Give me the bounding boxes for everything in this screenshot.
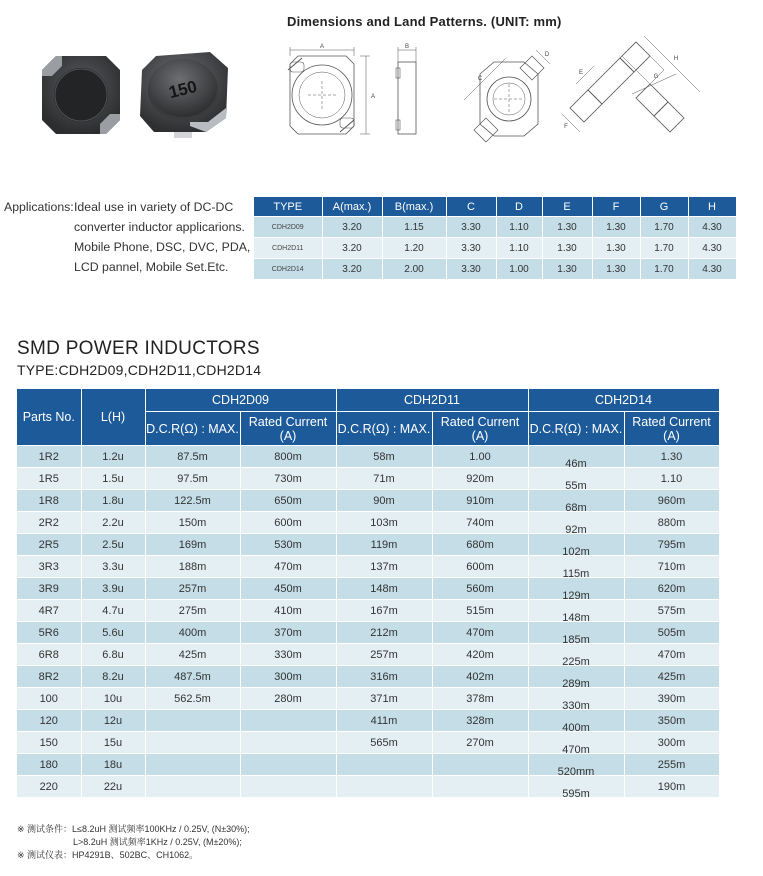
cell-rated-cdh2d11: [432, 754, 528, 776]
cell-rated-cdh2d09: 650m: [240, 490, 336, 512]
applications-line-2: converter inductor applicarions.: [74, 220, 245, 234]
dim-header-c: C: [446, 197, 496, 217]
cell-dcr-cdh2d14: [528, 666, 624, 688]
dimensions-table: [254, 197, 737, 279]
inductor-marking: 150: [166, 76, 199, 103]
cell-dcr-cdh2d14-text: 470m: [562, 744, 590, 756]
table-row: [17, 776, 719, 798]
cell-inductance: 6.8u: [81, 644, 145, 666]
applications-label: Applications:: [4, 200, 74, 214]
cell-rated-cdh2d14: 960m: [624, 490, 719, 512]
cell-dcr-cdh2d09: [145, 710, 240, 732]
cell-dcr-cdh2d09: 150m: [145, 512, 240, 534]
cell-dcr-cdh2d09: 562.5m: [145, 688, 240, 710]
cell-dcr-cdh2d14: [528, 446, 624, 468]
dim-letter-d: D: [544, 52, 550, 58]
dim-cell-value: 1.30: [592, 238, 640, 259]
dim-cell-value: 1.10: [496, 217, 542, 238]
dim-cell-value: 3.30: [446, 217, 496, 238]
cell-dcr-cdh2d09: 188m: [145, 556, 240, 578]
dim-cell-value: 1.70: [640, 259, 688, 280]
cell-dcr-cdh2d14: [528, 578, 624, 600]
dim-cell-value: 1.30: [542, 238, 592, 259]
cell-part-no: 2R2: [17, 512, 81, 534]
cell-dcr-cdh2d09: 87.5m: [145, 446, 240, 468]
cell-dcr-cdh2d14-text: 68m: [565, 502, 587, 514]
cell-dcr-cdh2d11: 137m: [336, 556, 432, 578]
cell-part-no: 5R6: [17, 622, 81, 644]
cell-dcr-cdh2d09: 400m: [145, 622, 240, 644]
inductor-photo-angled-view: [134, 46, 234, 138]
cell-inductance: 1.2u: [81, 446, 145, 468]
cell-part-no: 100: [17, 688, 81, 710]
table-row: [17, 490, 719, 512]
dim-cell-value: 1.30: [542, 217, 592, 238]
table-row: [17, 468, 719, 490]
cell-dcr-cdh2d14: [528, 754, 624, 776]
cell-rated-cdh2d14: 255m: [624, 754, 719, 776]
cell-dcr-cdh2d11: 257m: [336, 644, 432, 666]
cell-rated-cdh2d09: 280m: [240, 688, 336, 710]
cell-dcr-cdh2d11: 212m: [336, 622, 432, 644]
inductors-table: [17, 389, 720, 800]
dim-letter-a-side: A: [370, 94, 376, 100]
cell-dcr-cdh2d14-text: 400m: [562, 722, 590, 734]
cell-rated-cdh2d09: 300m: [240, 666, 336, 688]
cell-dcr-cdh2d11: [336, 776, 432, 798]
dim-letter-g: G: [653, 74, 659, 80]
header-group-cdh2d11: CDH2D11: [336, 389, 528, 412]
table-row: [17, 556, 719, 578]
cell-inductance: 4.7u: [81, 600, 145, 622]
applications-line-1: Ideal use in variety of DC-DC: [74, 200, 234, 214]
cell-inductance: 2.2u: [81, 512, 145, 534]
cell-dcr-cdh2d11: 167m: [336, 600, 432, 622]
cell-dcr-cdh2d14: [528, 688, 624, 710]
cell-rated-cdh2d09: 450m: [240, 578, 336, 600]
dimensions-table-header: [254, 197, 736, 217]
cell-rated-cdh2d14: 425m: [624, 666, 719, 688]
dim-cell-value: 3.30: [446, 259, 496, 280]
cell-part-no: 6R8: [17, 644, 81, 666]
cell-part-no: 150: [17, 732, 81, 754]
dim-cell-value: 3.20: [322, 259, 382, 280]
cell-dcr-cdh2d11: 58m: [336, 446, 432, 468]
dimensions-table-row: [254, 238, 736, 259]
cell-dcr-cdh2d14-text: 330m: [562, 700, 590, 712]
cell-part-no: 3R9: [17, 578, 81, 600]
cell-rated-cdh2d09: [240, 732, 336, 754]
cell-dcr-cdh2d11: 103m: [336, 512, 432, 534]
dim-cell-value: 3.20: [322, 217, 382, 238]
dim-cell-value: 3.30: [446, 238, 496, 259]
dim-cell-value: 1.15: [382, 217, 446, 238]
cell-part-no: 220: [17, 776, 81, 798]
header-rated-cdh2d09: Rated Current (A): [240, 412, 336, 446]
cell-rated-cdh2d11: 1.00: [432, 446, 528, 468]
dim-letter-f: F: [564, 124, 568, 130]
cell-rated-cdh2d14: 710m: [624, 556, 719, 578]
cell-dcr-cdh2d14: [528, 556, 624, 578]
dim-cell-value: 1.30: [592, 217, 640, 238]
cell-dcr-cdh2d14: [528, 644, 624, 666]
cell-dcr-cdh2d14-text: 185m: [562, 634, 590, 646]
cell-dcr-cdh2d14-text: 225m: [562, 656, 590, 668]
cell-dcr-cdh2d14-text: 92m: [565, 524, 587, 536]
cell-dcr-cdh2d14: [528, 468, 624, 490]
cell-inductance: 3.9u: [81, 578, 145, 600]
cell-dcr-cdh2d14-text: 520mm: [557, 766, 595, 778]
cell-dcr-cdh2d14: [528, 534, 624, 556]
header-rated-cdh2d11: Rated Current (A): [432, 412, 528, 446]
cell-rated-cdh2d14: 1.30: [624, 446, 719, 468]
cell-inductance: 22u: [81, 776, 145, 798]
table-row: [17, 446, 719, 468]
cell-dcr-cdh2d14-text: 148m: [562, 612, 590, 624]
dim-letter-a-top: A: [319, 44, 325, 50]
applications-line-3: Mobile Phone, DSC, DVC, PDA,: [74, 240, 251, 254]
cell-dcr-cdh2d14: [528, 622, 624, 644]
cell-dcr-cdh2d09: 257m: [145, 578, 240, 600]
dim-header-type: TYPE: [254, 197, 322, 217]
cell-rated-cdh2d14: 1.10: [624, 468, 719, 490]
dim-cell-value: 3.20: [322, 238, 382, 259]
cell-inductance: 1.5u: [81, 468, 145, 490]
cell-rated-cdh2d11: 328m: [432, 710, 528, 732]
dim-letter-b: B: [404, 44, 410, 50]
cell-dcr-cdh2d14: [528, 732, 624, 754]
cell-dcr-cdh2d14-text: 55m: [565, 480, 587, 492]
header-dcr-cdh2d14: D.C.R(Ω) : MAX.: [528, 412, 624, 446]
test-notes: [17, 823, 250, 862]
table-row: [17, 600, 719, 622]
cell-dcr-cdh2d11: 90m: [336, 490, 432, 512]
cell-inductance: 8.2u: [81, 666, 145, 688]
header-inductance: L(H): [81, 389, 145, 446]
cell-dcr-cdh2d14-text: 595m: [562, 788, 590, 800]
cell-rated-cdh2d09: [240, 754, 336, 776]
cell-dcr-cdh2d14-text: 115m: [562, 568, 590, 580]
cell-rated-cdh2d14: 300m: [624, 732, 719, 754]
cell-inductance: 1.8u: [81, 490, 145, 512]
header-rated-cdh2d14: Rated Current (A): [624, 412, 719, 446]
cell-rated-cdh2d14: 390m: [624, 688, 719, 710]
dim-cell-value: 1.00: [496, 259, 542, 280]
cell-rated-cdh2d14: 620m: [624, 578, 719, 600]
cell-rated-cdh2d14: 505m: [624, 622, 719, 644]
cell-dcr-cdh2d11: 565m: [336, 732, 432, 754]
table-row: [17, 622, 719, 644]
cell-inductance: 18u: [81, 754, 145, 776]
dim-letter-c: C: [477, 76, 483, 82]
inductor-photo-top-view: [38, 52, 124, 138]
cell-rated-cdh2d14: 795m: [624, 534, 719, 556]
cell-rated-cdh2d14: 350m: [624, 710, 719, 732]
dim-cell-value: 4.30: [688, 259, 736, 280]
cell-dcr-cdh2d14: [528, 710, 624, 732]
cell-rated-cdh2d11: 920m: [432, 468, 528, 490]
cell-dcr-cdh2d14: [528, 512, 624, 534]
header-dcr-cdh2d09: D.C.R(Ω) : MAX.: [145, 412, 240, 446]
cell-dcr-cdh2d09: 425m: [145, 644, 240, 666]
cell-dcr-cdh2d09: 169m: [145, 534, 240, 556]
table-row: [17, 512, 719, 534]
dimensions-title: Dimensions and Land Patterns. (UNIT: mm): [287, 14, 562, 29]
cell-part-no: 4R7: [17, 600, 81, 622]
dim-header-e: E: [542, 197, 592, 217]
table-row: [17, 578, 719, 600]
applications-line-4: LCD pannel, Mobile Set.Etc.: [74, 260, 229, 274]
table-row: [17, 754, 719, 776]
cell-rated-cdh2d09: 530m: [240, 534, 336, 556]
cell-dcr-cdh2d09: [145, 754, 240, 776]
table-row: [17, 666, 719, 688]
cell-dcr-cdh2d14-text: 289m: [562, 678, 590, 690]
cell-dcr-cdh2d11: [336, 754, 432, 776]
note-test-instruments: ※ 测试仪表：HP4291B、502BC、CH1062。: [17, 850, 199, 860]
cell-dcr-cdh2d14: [528, 600, 624, 622]
table-row: [17, 644, 719, 666]
cell-part-no: 120: [17, 710, 81, 732]
dim-header-b: B(max.): [382, 197, 446, 217]
cell-dcr-cdh2d14-text: 102m: [562, 546, 590, 558]
cell-rated-cdh2d14: 880m: [624, 512, 719, 534]
section-title: SMD POWER INDUCTORS: [17, 338, 260, 359]
dim-cell-type: CDH2D14: [254, 259, 322, 280]
dim-cell-value: 1.70: [640, 238, 688, 259]
cell-rated-cdh2d11: 402m: [432, 666, 528, 688]
dim-header-d: D: [496, 197, 542, 217]
cell-rated-cdh2d11: 420m: [432, 644, 528, 666]
cell-inductance: 2.5u: [81, 534, 145, 556]
inductors-header-row-1: [17, 389, 719, 412]
dim-cell-value: 1.70: [640, 217, 688, 238]
cell-dcr-cdh2d14-text: 129m: [562, 590, 590, 602]
cell-rated-cdh2d11: 560m: [432, 578, 528, 600]
dim-header-g: G: [640, 197, 688, 217]
dim-header-h: H: [688, 197, 736, 217]
cell-rated-cdh2d11: 740m: [432, 512, 528, 534]
cell-part-no: 1R8: [17, 490, 81, 512]
header-group-cdh2d14: CDH2D14: [528, 389, 719, 412]
cell-dcr-cdh2d09: 122.5m: [145, 490, 240, 512]
table-row: [17, 688, 719, 710]
cell-part-no: 1R2: [17, 446, 81, 468]
cell-rated-cdh2d09: 330m: [240, 644, 336, 666]
note-test-condition-2: L>8.2uH 测试频率1KHz / 0.25V, (M±20%);: [73, 837, 242, 847]
cell-dcr-cdh2d11: 71m: [336, 468, 432, 490]
cell-part-no: 1R5: [17, 468, 81, 490]
cell-inductance: 5.6u: [81, 622, 145, 644]
cell-rated-cdh2d11: 600m: [432, 556, 528, 578]
section-subtitle: TYPE:CDH2D09,CDH2D11,CDH2D14: [17, 362, 262, 378]
cell-rated-cdh2d11: 378m: [432, 688, 528, 710]
cell-rated-cdh2d11: 680m: [432, 534, 528, 556]
cell-rated-cdh2d11: 910m: [432, 490, 528, 512]
cell-rated-cdh2d14: 575m: [624, 600, 719, 622]
cell-dcr-cdh2d11: 411m: [336, 710, 432, 732]
dim-cell-value: 2.00: [382, 259, 446, 280]
cell-rated-cdh2d09: 410m: [240, 600, 336, 622]
cell-inductance: 10u: [81, 688, 145, 710]
dim-cell-type: CDH2D11: [254, 238, 322, 259]
cell-rated-cdh2d11: [432, 776, 528, 798]
cell-dcr-cdh2d14: [528, 776, 624, 798]
cell-dcr-cdh2d14-text: 46m: [565, 458, 587, 470]
table-row: [17, 710, 719, 732]
cell-dcr-cdh2d09: [145, 776, 240, 798]
dimensions-table-row: [254, 259, 736, 280]
cell-rated-cdh2d09: 470m: [240, 556, 336, 578]
cell-part-no: 2R5: [17, 534, 81, 556]
cell-rated-cdh2d11: 470m: [432, 622, 528, 644]
dim-cell-value: 1.20: [382, 238, 446, 259]
dim-header-f: F: [592, 197, 640, 217]
cell-dcr-cdh2d09: 97.5m: [145, 468, 240, 490]
cell-rated-cdh2d09: 800m: [240, 446, 336, 468]
table-row: [17, 732, 719, 754]
cell-dcr-cdh2d11: 119m: [336, 534, 432, 556]
cell-rated-cdh2d09: 730m: [240, 468, 336, 490]
cell-dcr-cdh2d14: [528, 490, 624, 512]
dim-cell-value: 1.30: [542, 259, 592, 280]
cell-rated-cdh2d11: 515m: [432, 600, 528, 622]
cell-rated-cdh2d11: 270m: [432, 732, 528, 754]
dim-letter-h: H: [673, 56, 679, 62]
dimension-drawings: [284, 34, 714, 146]
cell-rated-cdh2d14: 470m: [624, 644, 719, 666]
cell-rated-cdh2d09: [240, 710, 336, 732]
cell-inductance: 12u: [81, 710, 145, 732]
dim-cell-value: 1.30: [592, 259, 640, 280]
cell-dcr-cdh2d11: 148m: [336, 578, 432, 600]
cell-rated-cdh2d09: 600m: [240, 512, 336, 534]
cell-inductance: 3.3u: [81, 556, 145, 578]
cell-dcr-cdh2d11: 371m: [336, 688, 432, 710]
cell-inductance: 15u: [81, 732, 145, 754]
cell-dcr-cdh2d09: 275m: [145, 600, 240, 622]
cell-rated-cdh2d09: [240, 776, 336, 798]
dim-cell-value: 4.30: [688, 217, 736, 238]
cell-dcr-cdh2d09: [145, 732, 240, 754]
cell-dcr-cdh2d11: 316m: [336, 666, 432, 688]
dimensions-table-row: [254, 217, 736, 238]
note-test-condition: ※ 测试条件：L≤8.2uH 测试频率100KHz / 0.25V, (N±30%);: [17, 824, 250, 834]
cell-part-no: 3R3: [17, 556, 81, 578]
cell-dcr-cdh2d09: 487.5m: [145, 666, 240, 688]
dim-letter-e: E: [578, 70, 584, 76]
dim-header-a: A(max.): [322, 197, 382, 217]
dim-cell-value: 1.10: [496, 238, 542, 259]
cell-part-no: 8R2: [17, 666, 81, 688]
header-group-cdh2d09: CDH2D09: [145, 389, 336, 412]
table-row: [17, 534, 719, 556]
dim-cell-value: 4.30: [688, 238, 736, 259]
header-parts-no: Parts No.: [17, 389, 81, 446]
dim-cell-type: CDH2D09: [254, 217, 322, 238]
header-dcr-cdh2d11: D.C.R(Ω) : MAX.: [336, 412, 432, 446]
cell-rated-cdh2d09: 370m: [240, 622, 336, 644]
cell-part-no: 180: [17, 754, 81, 776]
cell-rated-cdh2d14: 190m: [624, 776, 719, 798]
